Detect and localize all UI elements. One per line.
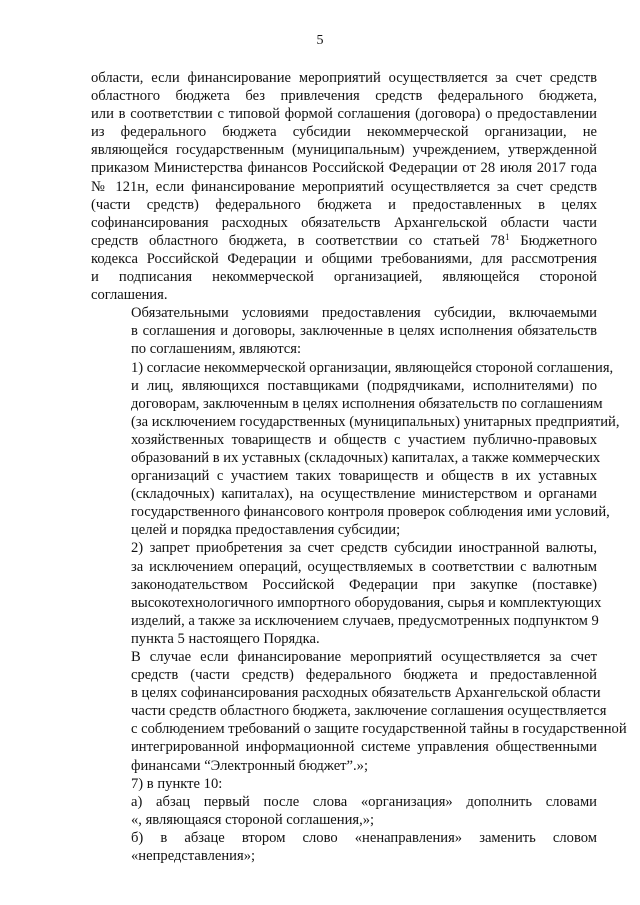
text-line: В случае если финансирование мероприятий осуществляется за счет: [131, 649, 597, 665]
text-line: 7) в пункте 10:: [131, 775, 223, 792]
text-line: за исключением операций, осуществляемых в соответствии с валютным: [131, 558, 597, 575]
text-line: пункта 5 настоящего Порядка.: [131, 630, 320, 647]
text-line: финансами “Электронный бюджет”.»;: [131, 757, 369, 774]
paragraph: [91, 793, 597, 829]
page-number: 5: [316, 33, 324, 48]
text-line: законодательством Российской Федерации при закупке (поставке): [131, 576, 597, 593]
text-fragment: Бюджетного: [509, 232, 597, 249]
text-line: в целях софинансирования расходных обязательств Архангельской области: [131, 685, 601, 702]
text-line: софинансирования расходных обязательств Архангельской области части: [91, 214, 597, 231]
text-line: «, являющаяся стороной соглашения,»;: [131, 811, 375, 828]
text-line: и лиц, являющихся поставщиками (подрядчиками, исполнителями) по: [131, 377, 597, 394]
text-line: «непредставления»;: [131, 848, 256, 865]
text-line: интегрированной информационной системе управления общественными: [131, 739, 597, 756]
paragraph: [91, 775, 597, 793]
text-line: [91, 232, 597, 250]
text-line: изделий, а также за исключением случаев, предусмотренных подпунктом 9: [131, 612, 599, 629]
text-line: образований в их уставных (складочных) капиталах, а также коммерческих: [131, 449, 601, 466]
text-fragment: средств областного бюджета, в соответствии со статьей 78: [91, 232, 505, 249]
paragraph: [91, 829, 597, 865]
paragraph: [91, 359, 620, 540]
paragraph: [91, 648, 627, 775]
text-line: средств (части средств) федерального бюджета и предоставленной: [131, 667, 597, 684]
paragraph: [91, 539, 602, 648]
text-line: № 121н, если финансирование мероприятий осуществляется за счет средств: [91, 178, 597, 195]
paragraph: [91, 69, 597, 304]
document-body: [91, 69, 627, 865]
text-line: хозяйственных товариществ и обществ с участием публично-правовых: [131, 431, 597, 448]
text-line: б) в абзаце втором слово «ненаправления» заменить словом: [131, 829, 597, 846]
text-line: Обязательными условиями предоставления субсидии, включаемыми: [131, 305, 597, 322]
paragraph: [91, 304, 597, 358]
text-line: договорам, заключенным в целях исполнения обязательств по соглашениям: [131, 395, 603, 412]
text-line: (складочных) капиталах), на осуществление министерством и органами: [131, 486, 597, 503]
text-line: по соглашениям, являются:: [131, 341, 302, 358]
text-line: 2) запрет приобретения за счет средств субсидии иностранной валюты,: [131, 540, 597, 557]
text-line: (за исключением государственных (муниципальных) унитарных предприятий,: [131, 413, 620, 430]
text-line: в соглашения и договоры, заключенные в целях исполнения обязательств: [131, 323, 597, 340]
text-line: кодекса Российской Федерации и общими требованиями, для рассмотрения: [91, 250, 597, 267]
text-line: организаций с участием таких товариществ и обществ в их уставных: [131, 468, 597, 485]
text-line: 1) согласие некоммерческой организации, являющейся стороной соглашения,: [131, 359, 614, 376]
text-line: с соблюдением требований о защите государственной тайны в государственной: [131, 721, 627, 738]
text-line: государственного финансового контроля проверок соблюдения ими условий,: [131, 504, 610, 521]
text-line: а) абзац первый после слова «организация» дополнить словами: [131, 793, 597, 810]
text-line: целей и порядка предоставления субсидии;: [131, 522, 401, 539]
text-line: (части средств) федерального бюджета и предоставленных в целях: [91, 196, 597, 213]
text-line: или в соответствии с типовой формой соглашения (договора) о предоставлении: [91, 106, 597, 123]
text-line: и подписания некоммерческой организацией, являющейся стороной: [91, 269, 597, 286]
text-line: являющейся государственным (муниципальным) учреждением, утвержденной: [91, 142, 597, 159]
text-line: областного бюджета без привлечения средств федерального бюджета,: [91, 88, 597, 105]
text-line: части средств областного бюджета, заключение соглашения осуществляется: [131, 703, 607, 720]
text-line: области, если финансирование мероприятий осуществляется за счет средств: [91, 70, 597, 86]
superscript: 1: [504, 231, 510, 242]
text-line: высокотехнологичного импортного оборудования, сырья и комплектующих: [131, 594, 602, 611]
text-line: соглашения.: [91, 287, 168, 304]
text-line: из федерального бюджета субсидии некоммерческой организации, не: [91, 124, 597, 141]
text-line: приказом Министерства финансов Российской Федерации от 28 июля 2017 года: [91, 160, 597, 177]
